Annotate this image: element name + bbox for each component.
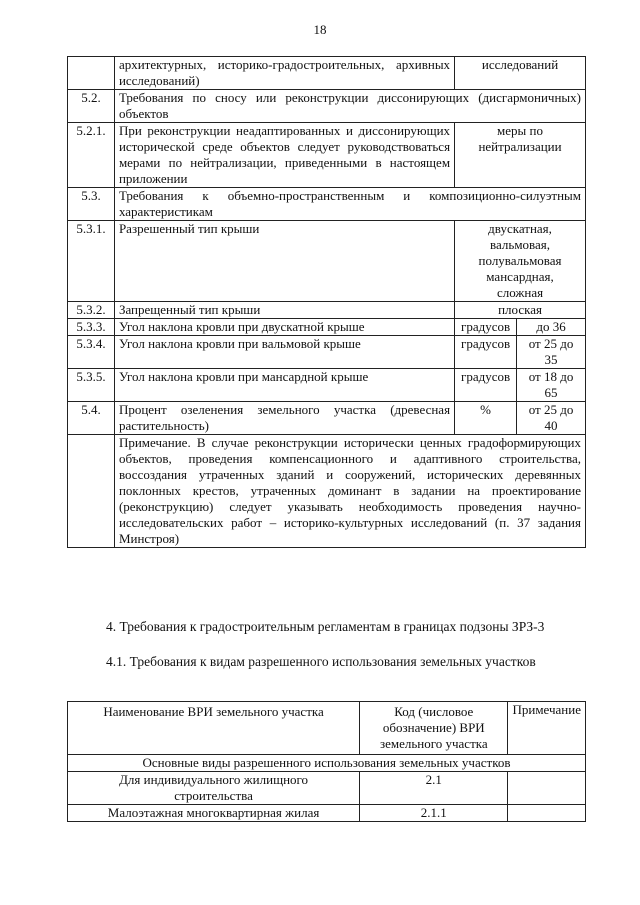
header-code: Код (числовое обозначение) ВРИ земельного участка bbox=[360, 702, 508, 755]
header-note: Примечание bbox=[508, 702, 586, 755]
table-row bbox=[68, 221, 586, 302]
row-number: 5.2. bbox=[68, 90, 115, 123]
row-text: архитектурных, историко-градостроительных, архивных исследований) bbox=[114, 57, 454, 90]
land-use-name: Для индивидуального жилищного строительства bbox=[68, 772, 360, 805]
table-row bbox=[68, 402, 586, 435]
table-row bbox=[68, 90, 586, 123]
land-use-table bbox=[67, 701, 586, 822]
section-4-1-heading: 4.1. Требования к видам разрешенного использования земельных участков bbox=[106, 654, 536, 669]
row-value: от 25 до 35 bbox=[517, 336, 586, 369]
table-note: Примечание. В случае реконструкции исторически ценных градоформирующих объектов, проведения компенсационного и адаптивного строительства, воссоздания утраченных зданий и сооружений, исторических деревянных поклонных крестов, утраченных доминант в задании на проектирование (реконструкцию) следует указывать необходимость проведения научно-исследовательских работ – историко-культурных исследований (п. 37 задания Минстроя) bbox=[114, 435, 585, 548]
table-row bbox=[68, 188, 586, 221]
row-text: При реконструкции неадаптированных и диссонирующих исторической среде объектов следует руководствоваться мерами по нейтрализации, приведенными в настоящем приложении bbox=[114, 123, 454, 188]
row-number: 5.3.5. bbox=[68, 369, 115, 402]
row-text: Требования по сносу или реконструкции диссонирующих (дисгармоничных) объектов bbox=[114, 90, 585, 123]
table-row bbox=[68, 772, 586, 805]
note-number-cell bbox=[68, 435, 115, 548]
row-number: 5.3. bbox=[68, 188, 115, 221]
land-use-note bbox=[508, 805, 586, 822]
row-text: Угол наклона кровли при мансардной крыше bbox=[114, 369, 454, 402]
row-number: 5.3.4. bbox=[68, 336, 115, 369]
row-text: Угол наклона кровли при двускатной крыше bbox=[114, 319, 454, 336]
row-value: исследований bbox=[455, 57, 586, 90]
table-header-row bbox=[68, 702, 586, 755]
land-use-note bbox=[508, 772, 586, 805]
land-use-code: 2.1 bbox=[360, 772, 508, 805]
row-unit: градусов bbox=[455, 336, 517, 369]
row-text: Угол наклона кровли при вальмовой крыше bbox=[114, 336, 454, 369]
requirements-table bbox=[67, 56, 586, 548]
land-use-code: 2.1.1 bbox=[360, 805, 508, 822]
group-label: Основные виды разрешенного использования земельных участков bbox=[68, 755, 586, 772]
row-value: до 36 bbox=[517, 319, 586, 336]
row-text: Разрешенный тип крыши bbox=[114, 221, 454, 302]
table-row bbox=[68, 123, 586, 188]
row-value: двускатная, вальмовая, полувальмовая мансардная, сложная bbox=[455, 221, 586, 302]
header-name: Наименование ВРИ земельного участка bbox=[68, 702, 360, 755]
table-row bbox=[68, 57, 586, 90]
group-row bbox=[68, 755, 586, 772]
row-value: плоская bbox=[455, 302, 586, 319]
table-row bbox=[68, 369, 586, 402]
page-number: 18 bbox=[313, 22, 327, 37]
row-unit: % bbox=[455, 402, 517, 435]
section-4-heading: 4. Требования к градостроительным регламентам в границах подзоны ЗРЗ-3 bbox=[106, 619, 545, 634]
row-number: 5.4. bbox=[68, 402, 115, 435]
table-row bbox=[68, 805, 586, 822]
row-number: 5.3.3. bbox=[68, 319, 115, 336]
table-row bbox=[68, 319, 586, 336]
row-unit: градусов bbox=[455, 319, 517, 336]
row-text: Процент озеленения земельного участка (древесная растительность) bbox=[114, 402, 454, 435]
row-number bbox=[68, 57, 115, 90]
row-number: 5.3.1. bbox=[68, 221, 115, 302]
row-text: Запрещенный тип крыши bbox=[114, 302, 454, 319]
table-row bbox=[68, 336, 586, 369]
table-note-row bbox=[68, 435, 586, 548]
row-number: 5.3.2. bbox=[68, 302, 115, 319]
row-text: Требования к объемно-пространственным и композиционно-силуэтным характеристикам bbox=[114, 188, 585, 221]
row-value: от 25 до 40 bbox=[517, 402, 586, 435]
table-row bbox=[68, 302, 586, 319]
land-use-name: Малоэтажная многоквартирная жилая bbox=[68, 805, 360, 822]
row-number: 5.2.1. bbox=[68, 123, 115, 188]
row-value: от 18 до 65 bbox=[517, 369, 586, 402]
row-value: меры по нейтрализации bbox=[455, 123, 586, 188]
row-unit: градусов bbox=[455, 369, 517, 402]
